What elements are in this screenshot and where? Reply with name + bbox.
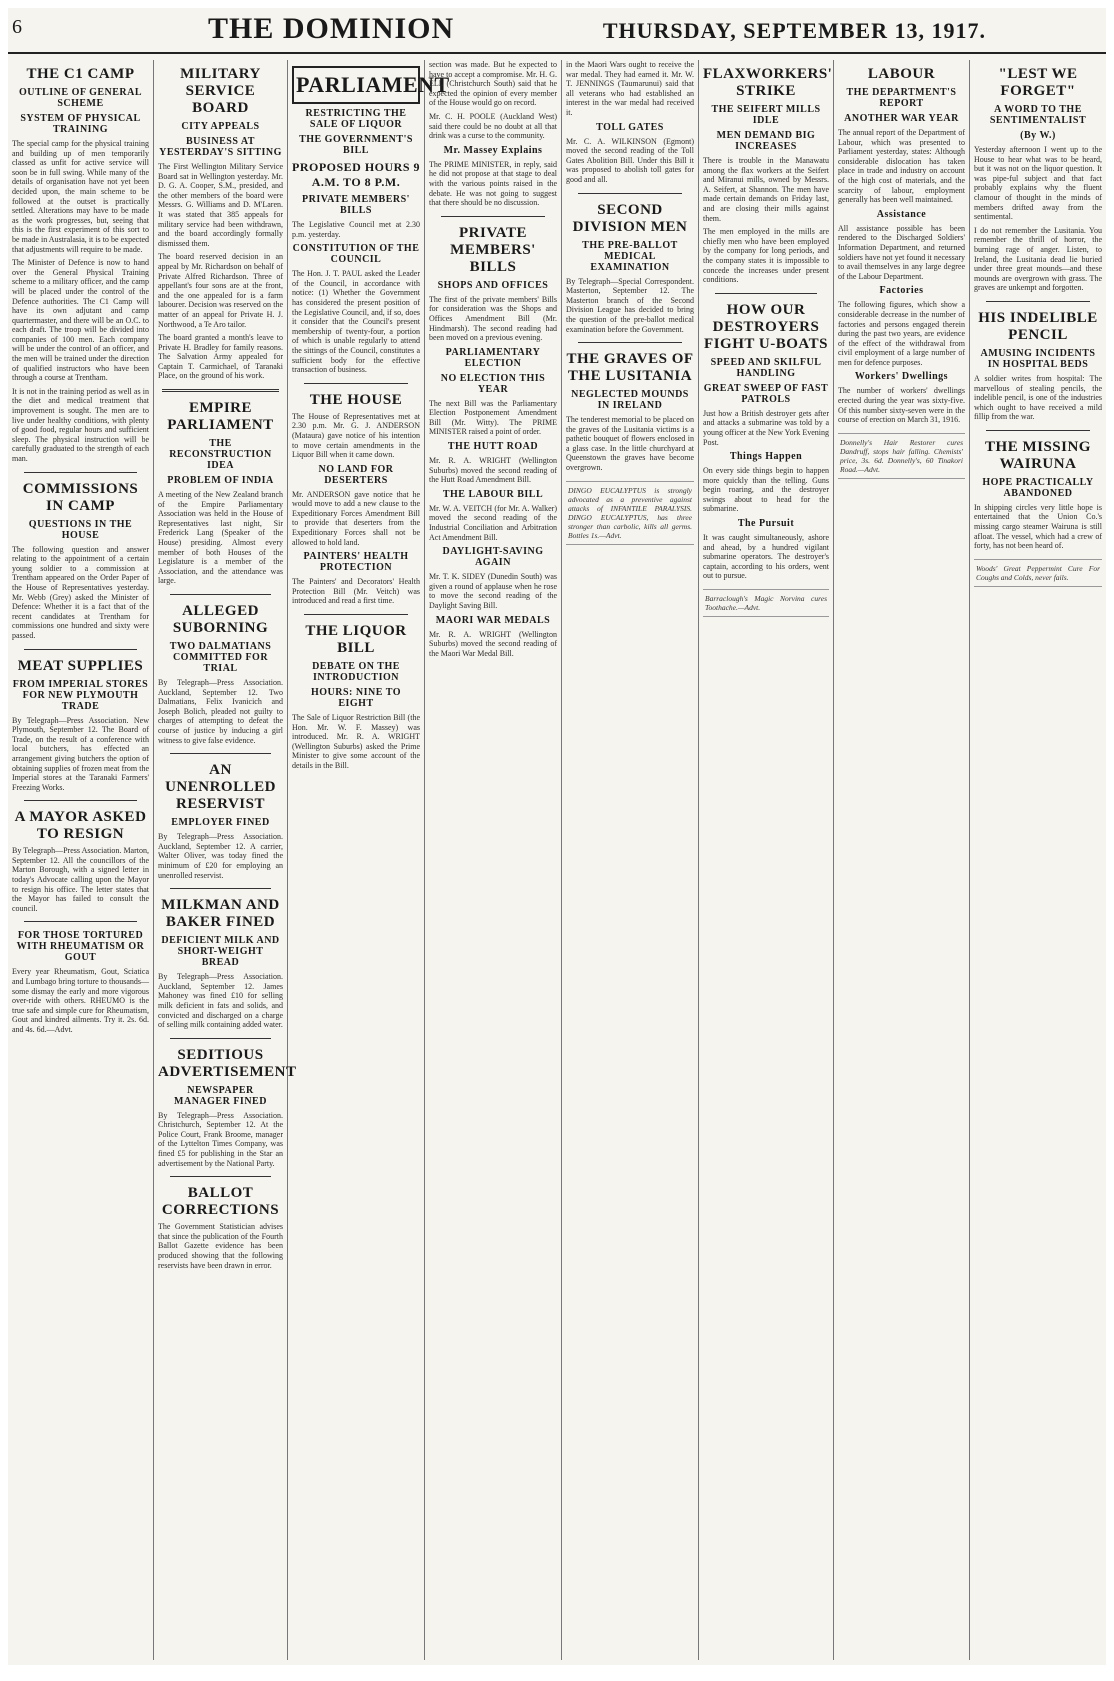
divider <box>986 301 1090 302</box>
subhead: TWO DALMATIANS COMMITTED FOR TRIAL <box>169 641 272 674</box>
subhead: SPEED AND SKILFUL HANDLING <box>710 356 822 379</box>
column-3 <box>288 60 450 1660</box>
subhead: Assistance <box>876 208 927 220</box>
article-text: The number of workers' dwellings erected during the year was sixty-five. Of this number sixty-seven were in the course of erection on March 31, 1916. <box>838 386 965 425</box>
divider <box>170 888 271 889</box>
subhead: Workers' Dwellings <box>854 371 949 383</box>
subhead: DAYLIGHT-SAVING AGAIN <box>442 546 544 569</box>
divider <box>24 800 137 801</box>
subhead: SHOPS AND OFFICES <box>437 279 549 291</box>
subhead: PAINTERS' HEALTH PROTECTION <box>303 551 409 574</box>
article-text: Mr. R. A. WRIGHT (Wellington Suburbs) moved the second reading of the Hutt Road Amendment Bill. <box>429 456 557 485</box>
article-text: The tenderest memorial to be placed on the graves of the Lusitania victims is a pathetic bouquet of flowers enclosed in a glass case. In the little churchyard at Queenstown the graves have become overgrown. <box>566 415 694 473</box>
article-text: By Telegraph—Special Correspondent. Masterton, September 12. The Masterton branch of the Second Division League has decided to bring the question of the pre-ballot medical examination before the Government. <box>566 276 694 334</box>
article-text: section was made. But he expected to have to accept a compromise. Mr. H. G. ELL (Christchurch South) said that he expected the opinion of every member of the House would go on record. <box>429 60 557 108</box>
article-text: Mr. W. A. VEITCH (for Mr. A. Walker) moved the second reading of the Industrial Conciliation and Arbitration Act Amendment Bill. <box>429 503 557 542</box>
article-text: By Telegraph—Press Association. Christchurch, September 12. At the Police Court, Frank Broome, manager of the Lyttelton Times Company, was fined £5 for publishing in the Star an advertisement by the National Party. <box>158 1110 283 1168</box>
headline-mayor: A MAYOR ASKED TO RESIGN <box>14 809 147 843</box>
headline-meat-supplies: MEAT SUPPLIES <box>17 657 144 674</box>
divider <box>170 1038 271 1039</box>
divider <box>986 430 1090 431</box>
article-text: The following question and answer relating to the appointment of a certain young soldier to a commission at Trentham appeared on the Order Paper of the House of Representatives yesterday. Mr. Webb (Grey) asked the Minister of Defence: Whether it is a fact that of the recent candidates at Trentham for commissions one hundred and sixty were passed. <box>12 544 149 640</box>
newspaper-title: THE DOMINION <box>208 12 455 45</box>
article-text: The Hon. J. T. PAUL asked the Leader of the Council, in accordance with notice: (1) Whether the Government has considered the present position of the Legislative Council, and, if so, does it consider that the Council's present membership of twenty-four, a portion of which is unable regularly to attend the sittings of the Council, constitutes a sufficient body for the effective transaction of business. <box>292 269 420 375</box>
column-7 <box>834 60 970 1660</box>
divider <box>162 389 279 392</box>
advert-text: Barraclough's Magic Norvina cures Toothache.—Advt. <box>703 589 829 617</box>
article-text: It was caught simultaneously, ashore and ahead, by a hundred vigilant submarine operators. The destroyer's captain, according to his orders, went out to pursue. <box>703 533 829 581</box>
subhead: CITY APPEALS <box>181 121 260 132</box>
headline-liquor-bill: THE LIQUOR BILL <box>305 623 407 657</box>
subhead: THE LABOUR BILL <box>442 488 544 500</box>
subhead: RESTRICTING THE SALE OF LIQUOR <box>305 108 407 130</box>
advert-text: Every year Rheumatism, Gout, Sciatica and Lumbago bring torture to thousands—some dismay the early and more vigorous over-ride with others. RHEUMO is the true safe and simple cure for Rheumatism, Gout and kindred ailments. Try it. 2s. 6d. and 4s. 6d.—Advt. <box>12 967 149 1034</box>
headline-parliament: PARLIAMENT <box>292 66 420 104</box>
headline-the-house: THE HOUSE <box>309 391 403 408</box>
article-text: On every side things begin to happen more quickly than the telling. Guns begin roaring, and the destroyer swings about to head for the submarine. <box>703 466 829 514</box>
article-text: The PRIME MINISTER, in reply, said he did not propose at that stage to deal with the various points raised in the debate. He was not going to suggest that there should be no discussion. <box>429 159 557 208</box>
headline-second-division: SECOND DIVISION MEN <box>572 201 688 235</box>
divider <box>170 753 271 754</box>
article-text: The Government Statistician advises that since the publication of the Fourth Ballot Gazette evidence has been produced showing that the following reservists have been drawn in error. <box>158 1222 283 1270</box>
article-text: In shipping circles very little hope is entertained that the Union Co.'s missing cargo steamer Wairuna is still afloat. The vessel, which had a crew of forty, has not been heard of. <box>974 502 1102 551</box>
divider <box>170 1176 271 1177</box>
subhead: QUESTIONS IN THE HOUSE <box>28 518 133 541</box>
subhead: BUSINESS AT YESTERDAY'S SITTING <box>159 136 282 158</box>
subhead: SYSTEM OF PHYSICAL TRAINING <box>20 113 141 135</box>
article-text: By Telegraph—Press Association. Auckland, September 12. James Mahoney was fined £10 for selling milk deficient in fats and solids, and convicted and discharged on a charge of selling milk containing added water. <box>158 972 283 1030</box>
advert-text: Donnelly's Hair Restorer cures Dandruff, stops hair falling. Chemists' price, 3s. 6d. Donnelly's, 60 Tinakori Road.—Advt. <box>838 433 965 479</box>
divider <box>304 383 408 384</box>
subhead: THE PRE-BALLOT MEDICAL EXAMINATION <box>582 239 678 273</box>
subhead: NO ELECTION THIS YEAR <box>440 372 546 395</box>
article-text: A meeting of the New Zealand branch of the Empire Parliamentary Association was held in the House of Representatives last night, Sir Frederick Lang (Speaker of the House) presiding. Almost every member of both Houses of the Legislature is a member of the Association, and the attendance was large. <box>158 490 283 586</box>
headline-lest-we-forget: "LEST WE FORGET" <box>998 66 1078 99</box>
headline-flaxworkers: FLAXWORKERS' STRIKE <box>703 66 833 99</box>
divider <box>24 921 137 922</box>
column-1 <box>8 60 154 1660</box>
divider <box>578 193 682 194</box>
article-text: Mr. ANDERSON gave notice that he would move to add a new clause to the Expeditionary Forces Amendment Bill to provide that deserters from the Expeditionary Forces shall not be allowed to hold land. <box>292 489 420 547</box>
subhead: THE SEIFERT MILLS IDLE <box>711 104 821 126</box>
subhead: DEFICIENT MILK AND SHORT-WEIGHT BREAD <box>161 935 280 969</box>
subhead: A WORD TO THE SENTIMENTALIST <box>989 104 1087 126</box>
subhead: ANOTHER WAR YEAR <box>844 113 959 124</box>
subhead: CONSTITUTION OF THE COUNCIL <box>292 243 420 266</box>
subhead: THE DEPARTMENT'S REPORT <box>846 87 957 109</box>
article-text: The men employed in the mills are chiefly men who have been employed by the company for long periods, and the company states it is impossible to concede the increases under present conditions. <box>703 227 829 285</box>
headline-wairuna: THE MISSING WAIRUNA <box>985 438 1091 472</box>
divider <box>24 472 137 473</box>
headline-private-bills: PRIVATE MEMBERS' BILLS <box>450 224 536 275</box>
issue-date: THURSDAY, SEPTEMBER 13, 1917. <box>602 18 986 43</box>
subhead: FROM IMPERIAL STORES FOR NEW PLYMOUTH TRADE <box>12 678 149 712</box>
article-text: Mr. C. A. WILKINSON (Egmont) moved the second reading of the Toll Gates Abolition Bill. Under this Bill it was proposed to abolish toll gates for good and all. <box>566 136 694 184</box>
column-6 <box>699 60 834 1660</box>
subhead: NO LAND FOR DESERTERS <box>318 463 394 486</box>
newspaper-page <box>8 8 1106 1665</box>
article-text: A soldier writes from hospital: The marvellous of stealing pencils, the indelible pencil, is one of the industries which ought to have received a mild fillip from the war. <box>974 373 1102 422</box>
article-text: By Telegraph—Press Association. Auckland, September 12. Two Dalmatians, Felix Ivanicich and Joseph Bolich, pleaded not guilty to charges of attempting to defeat the course of justice by inducing a girl witness to give false evidence. <box>158 678 283 745</box>
subhead: Factories <box>879 285 924 297</box>
article-text: It is not in the training period as well as in the diet and medical treatment that improvement is sought. The men are to live under healthy conditions, with plenty of good food, regular hours and sufficient sleep. The physical instruction will be carefully graduated to the strength of each man. <box>12 386 149 463</box>
advert-text: DINGO EUCALYPTUS is strongly advocated as a preventive against attacks of INFANTILE PARALYSIS. DINGO EUCALYPTUS, has three stronger than carbolic, kills all germs. Bottles 1s.—Advt. <box>566 481 694 545</box>
article-text: Mr. R. A. WRIGHT (Wellington Suburbs) moved the second reading of the Maori War Medal Bill. <box>429 629 557 658</box>
subhead: PRIVATE MEMBERS' BILLS <box>302 194 410 216</box>
headline-reservist: AN UNENROLLED RESERVIST <box>165 762 276 813</box>
column-4 <box>425 60 562 1660</box>
article-text: The First Wellington Military Service Board sat in Wellington yesterday. Mr. D. G. A. Cooper, S.M., presided, and the other members of the board were Messrs. G. Williams and D. M'Laren. It was stated that 385 appeals for military service had been withdrawn, and the board accordingly formally dismissed them. <box>158 162 283 248</box>
subhead: Things Happen <box>729 451 803 463</box>
headline-empire-parliament: EMPIRE PARLIAMENT <box>167 400 274 434</box>
divider <box>578 342 682 343</box>
article-text: The House of Representatives met at 2.30 p.m. Mr. G. J. ANDERSON (Mataura) gave notice of his intention to move certain amendments in the Liquor Bill when it came down. <box>292 411 420 460</box>
article-text: Mr. T. K. SIDEY (Dunedin South) was given a round of applause when he rose to move the second reading of the Daylight Saving Bill. <box>429 572 557 610</box>
article-text: I do not remember the Lusitania. You remember the thrill of horror, the burning rage of anger. Listen, to Ireland, the Lusitania dead lie buried under three great mounds—and these mounds are overgrown with grass. The graves are unkempt and forgotten. <box>974 225 1102 293</box>
article-text: The special camp for the physical training and building up of men temporarily classed as unfit for active service will soon be in full swing. While many of the details of organisation have not yet been decided upon, the main scheme to be followed at the outset is practically settled. Alterations may have to be made as the work progresses, but, seeing that this is the first experiment of this sort to be made in Australasia, it is to be expected that adjustments will require to be made. <box>12 139 149 254</box>
article-text: The first of the private members' Bills for consideration was the Shops and Offices Amendment Bill (Mr. Hindmarsh). The second reading had been moved on a previous evening. <box>429 294 557 343</box>
page-number: 6 <box>12 16 22 38</box>
article-text: The Legislative Council met at 2.30 p.m. yesterday. <box>292 220 420 239</box>
column-2 <box>154 60 297 1660</box>
divider <box>304 614 408 615</box>
subhead: HOPE PRACTICALLY ABANDONED <box>982 476 1094 499</box>
headline-labour: LABOUR <box>867 66 936 82</box>
subhead: THE RECONSTRUCTION IDEA <box>169 438 272 472</box>
article-text: Mr. C. H. POOLE (Auckland West) said there could be no doubt at all that drink was a curse to the community. <box>429 111 557 141</box>
subhead: TOLL GATES <box>596 121 664 133</box>
byline: (By W.) <box>1020 130 1056 141</box>
advert-text: Woods' Great Peppermint Cure For Coughs and Colds, never fails. <box>974 559 1102 587</box>
divider <box>715 293 817 294</box>
divider <box>24 649 137 650</box>
article-text: The following figures, which show a considerable decrease in the number of factories and persons engaged therein during the past two years, are evidence of the effect of the withdrawal from civil employment of a large number of men for defence purposes. <box>838 300 965 367</box>
headline-milkman: MILKMAN AND BAKER FINED <box>161 897 280 931</box>
article-text: The next Bill was the Parliamentary Election Postponement Amendment Bill (Mr. Witty). The PRIME MINISTER raised a point of order. <box>429 398 557 437</box>
article-text: The Painters' and Decorators' Health Protection Bill (Mr. Veitch) was introduced and read a first time. <box>292 577 420 606</box>
article-text: By Telegraph—Press Association. Marton, September 12. All the councillors of the Marton Borough, with a signed letter in today's Advocate calling upon the Mayor to resign his office. The letter states that the Mayor has failed to consult the council. <box>12 846 149 913</box>
subhead: Mr. Massey Explains <box>443 144 543 156</box>
article-text: The board granted a month's leave to Private H. Bradley for family reasons. The Salvation Army appealed for Captain T. Carmichael, of Taranaki Place, on the ground of his work. <box>158 333 283 381</box>
article-text: The Sale of Liquor Restriction Bill (the Hon. Mr. W. F. Massey) was introduced. Mr. R. A. WRIGHT (Wellington Suburbs) asked the Prime Minister to give some account of the details in the Bill. <box>292 713 420 770</box>
headline-commissions: COMMISSIONS IN CAMP <box>22 480 139 514</box>
subhead: MAORI WAR MEDALS <box>435 614 551 626</box>
headline-military-board: MILITARY SERVICE BOARD <box>180 66 261 116</box>
headline-indelible-pencil: HIS INDELIBLE PENCIL <box>978 309 1098 343</box>
column-5 <box>562 60 699 1660</box>
headline-seditious: SEDITIOUS ADVERTISEMENT <box>158 1046 297 1080</box>
column-8 <box>970 60 1106 1660</box>
article-text: The Minister of Defence is now to hand over the General Physical Training scheme to a military officer, and the camp will be placed under the control of the Defence authorities. The C1 Camp will have its own adjutant and camp quartermaster, and there will be an O.C. to each draft. The troop will be divided into companies of 100 men. Each company will be under the control of an officer, and the men will be trained under the direction of qualified instructors who have been through a course at Trentham. <box>12 258 149 383</box>
article-text: The board reserved decision in an appeal by Mr. Richardson on behalf of Private Alfred Richardson. Three of appellant's four sons are at the front, and the one appealed for is a farm labourer. Decision was reserved on the matter of an appeal for Private H. J. Northwood, a Te Aro tailor. <box>158 252 283 329</box>
article-text: By Telegraph—Press Association. New Plymouth, September 12. The Board of Trade, on the result of a conference with local butchers, has effected an arrangement giving butchers the option of obtaining supplies of frozen meat from the Imperial stores at the Taranaki Farmers' Freezing Works. <box>12 715 149 792</box>
divider <box>441 216 545 217</box>
subhead: HOURS: NINE TO EIGHT <box>311 687 401 710</box>
subhead: PROPOSED HOURS 9 A.M. TO 8 P.M. <box>292 160 421 189</box>
subhead: DEBATE ON THE INTRODUCTION <box>312 661 400 684</box>
subhead: OUTLINE OF GENERAL SCHEME <box>18 87 143 109</box>
subhead: The Pursuit <box>737 518 795 530</box>
subhead: MEN DEMAND BIG INCREASES <box>716 130 816 152</box>
masthead <box>8 8 1106 54</box>
subhead: GREAT SWEEP OF FAST PATROLS <box>703 382 829 405</box>
headline-ballot: BALLOT CORRECTIONS <box>161 1185 280 1219</box>
subhead: PARLIAMENTARY ELECTION <box>445 346 541 369</box>
divider <box>170 594 271 595</box>
headline-c1-camp: THE C1 CAMP <box>26 66 135 82</box>
article-text: Yesterday afternoon I went up to the House to hear what was to be heard, but it was not on the liquor question. It was pipe-ful subject and that fact probably explains why the fluent clamour of thought in the minds of members drifted away from the sentimental. <box>974 145 1102 222</box>
article-text: By Telegraph—Press Association. Auckland, September 12. A carrier, Walter Oliver, was today fined the minimum of £20 for employing an unenrolled reservist. <box>158 832 283 880</box>
article-text: in the Maori Wars ought to receive the war medal. They had earned it. Mr. W. T. JENNINGS (Taumarunui) said that all veterans who had established an interest in the war medal had received it. <box>566 60 694 117</box>
headline-suborning: ALLEGED SUBORNING <box>172 603 269 636</box>
subhead: PROBLEM OF INDIA <box>167 475 274 487</box>
article-text: Just how a British destroyer gets after and attacks a submarine was told by a young officer at the New York Evening Post. <box>703 408 829 447</box>
article-text: The annual report of the Department of Labour, which was presented to Parliament yesterday, states: Although considerable dislocation has taken place in trade and industry on account of the high cost of materials, and the scarcity of labour, employment generally has been well maintained. <box>838 128 965 205</box>
subhead: THE GOVERNMENT'S BILL <box>299 134 413 156</box>
headline-lusitania: THE GRAVES OF THE LUSITANIA <box>566 351 694 385</box>
article-text: There is trouble in the Manawatu among the flax workers at the Seifert and Miranui mills, owned by Messrs. A. Seifert, at Shannon. The men have made certain demands on Friday last, and are closing their mills against them. <box>703 156 829 223</box>
article-text: All assistance possible has been rendered to the Discharged Soldiers' Information Department, and returned soldiers have not yet found it necessary to avail themselves in any large degree of the Labour Department. <box>838 223 965 281</box>
subhead: AMUSING INCIDENTS IN HOSPITAL BEDS <box>980 347 1096 370</box>
subhead: NEGLECTED MOUNDS IN IRELAND <box>571 389 689 412</box>
subhead: THE HUTT ROAD <box>447 441 539 453</box>
subhead: EMPLOYER FINED <box>171 817 270 829</box>
headline-destroyers: HOW OUR DESTROYERS FIGHT U-BOATS <box>704 301 828 352</box>
advert-heading: FOR THOSE TORTURED WITH RHEUMATISM OR GOUT <box>16 930 145 964</box>
subhead: NEWSPAPER MANAGER FINED <box>174 1084 267 1107</box>
